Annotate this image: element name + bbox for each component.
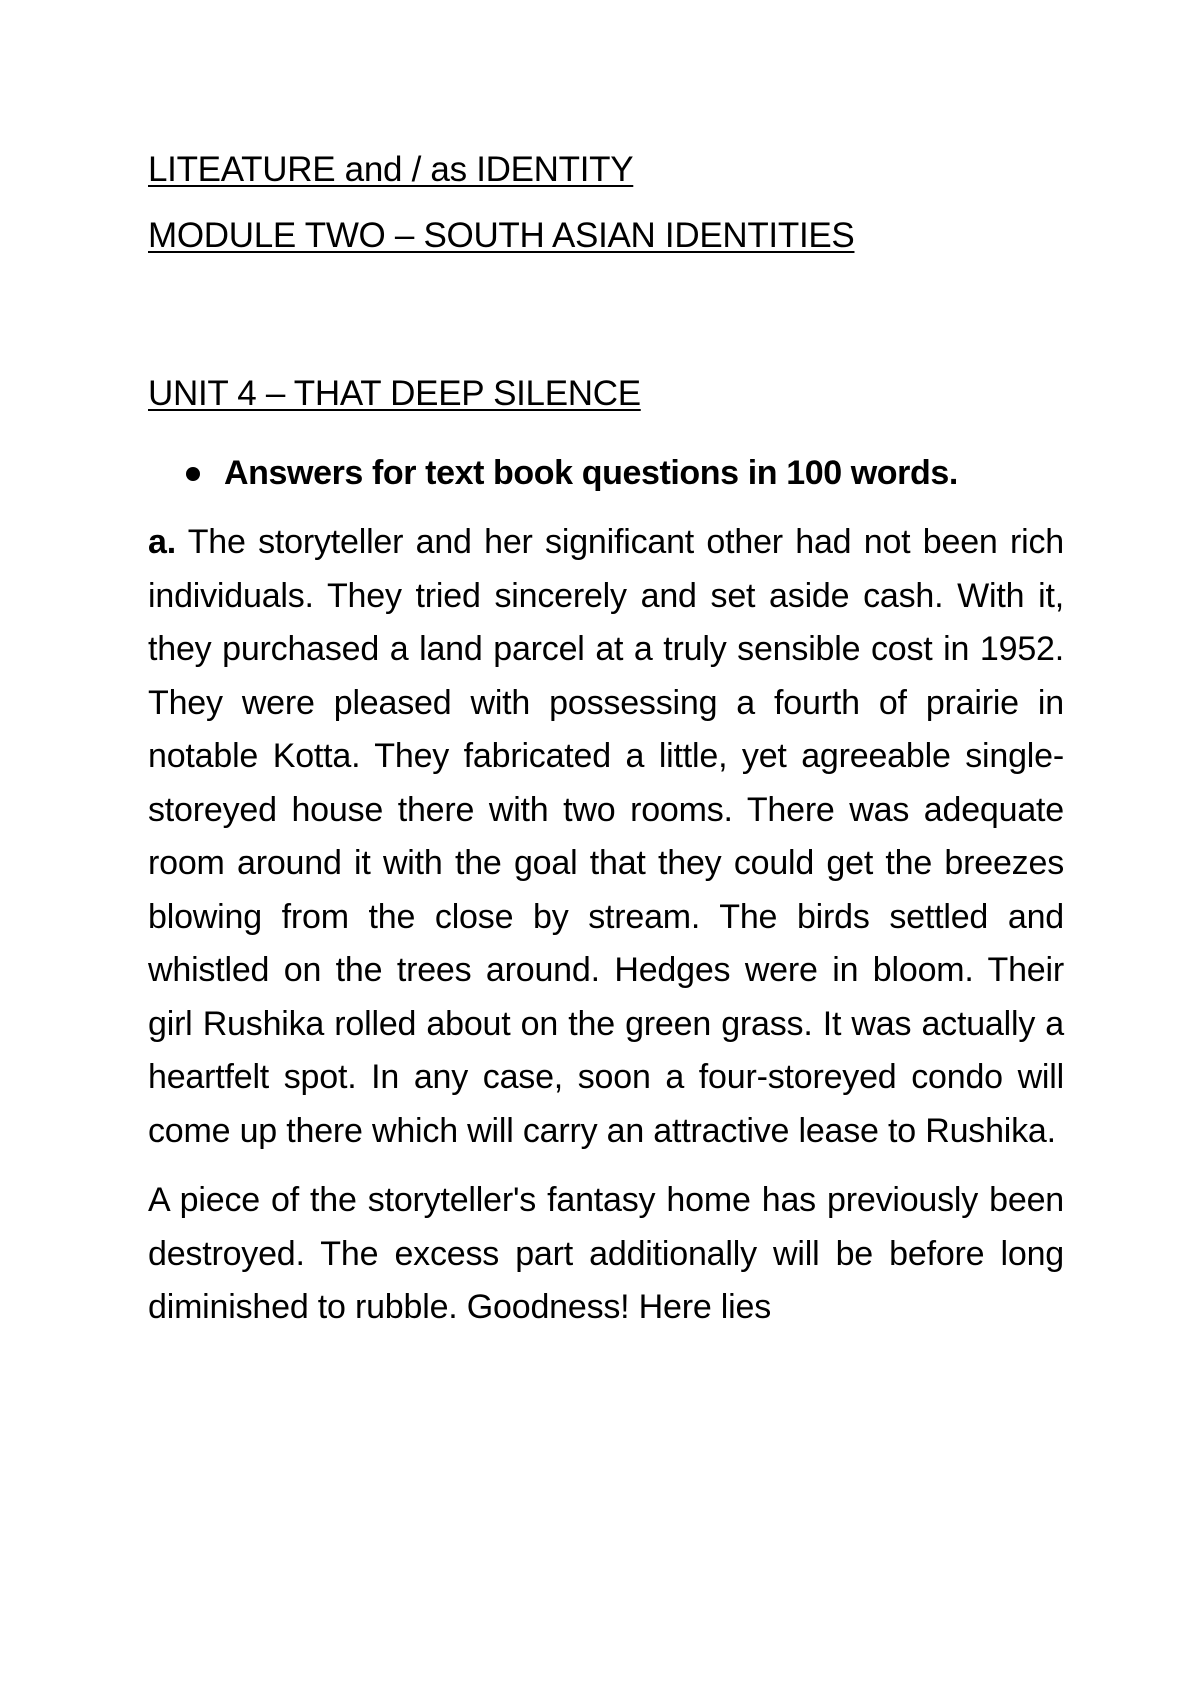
document-content [148, 148, 1064, 1335]
answer-a-paragraph [148, 516, 1064, 1158]
document-title: LITEATURE and / as IDENTITY [148, 150, 634, 189]
module-title: MODULE TWO – SOUTH ASIAN IDENTITIES [148, 216, 855, 255]
bullet-item [148, 450, 1064, 496]
bullet-dot-icon [186, 467, 200, 481]
second-paragraph: A piece of the storyteller's fantasy home has previously been destroyed. The excess part additionally will be before long diminished to rubble. Goodness! Here lies [148, 1181, 1064, 1326]
bullet-text: Answers for text book questions in 100 words. [224, 454, 958, 492]
answer-a-text: The storyteller and her significant other had not been rich individuals. They tried sincerely and set aside cash. With it, they purchased a land parcel at a truly sensible cost in 1952. They were pleased with possessing a fourth of prairie in notable Kotta. They fabricated a little, yet agreeable single-storeyed house there with two rooms. There was adequate room around it with the goal that they could get the breezes blowing from the close by stream. The birds settled and whistled on the trees around. Hedges were in bloom. Their girl Rushika rolled about on the green grass. It was actually a heartfelt spot. In any case, soon a four-storeyed condo will come up there which will carry an attractive lease to Rushika. [148, 523, 1064, 1150]
answer-a-marker: a. [148, 523, 176, 561]
unit-title: UNIT 4 – THAT DEEP SILENCE [148, 374, 641, 413]
